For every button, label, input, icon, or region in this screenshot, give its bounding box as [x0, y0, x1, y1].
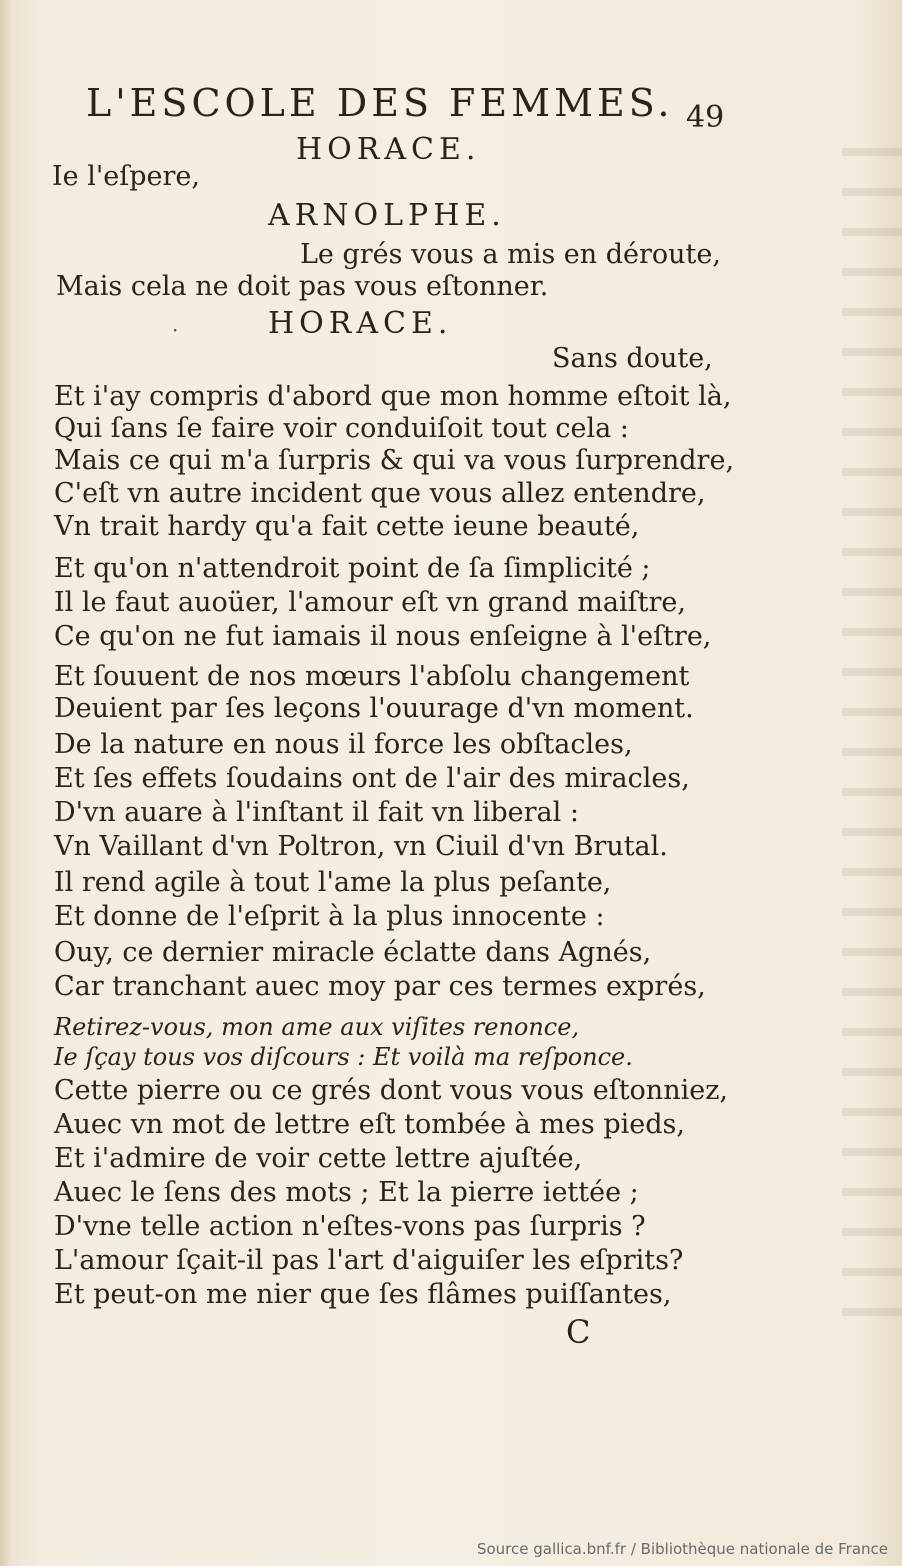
- verse-line: D'vne telle action n'eſtes-vons pas ſurpris ?: [54, 1211, 646, 1242]
- verse-line-italic: Ie ſçay tous vos diſcours : Et voilà ma reſponce.: [54, 1043, 633, 1071]
- verse-line: Ouy, ce dernier miracle éclatte dans Agnés,: [54, 937, 652, 968]
- verse-line-italic: Retirez-vous, mon ame aux viſites renonce,: [54, 1013, 580, 1041]
- verse-line: Deuient par ſes leçons l'ouurage d'vn moment.: [54, 693, 694, 724]
- verse-line: Et qu'on n'attendroit point de ſa ſimplicité ;: [54, 553, 651, 584]
- verse-line: Et i'ay compris d'abord que mon homme eſtoit là,: [54, 381, 732, 412]
- verse-line: Il rend agile à tout l'ame la plus peſante,: [54, 867, 612, 898]
- verse-line: Et donne de l'eſprit à la plus innocente :: [54, 901, 605, 932]
- page-number: 49: [686, 100, 725, 135]
- verse-line: Sans doute,: [552, 343, 713, 374]
- verse-line: Et peut-on me nier que ſes flâmes puiſſantes,: [54, 1279, 672, 1310]
- source-credit: Source gallica.bnf.fr / Bibliothèque nationale de France: [476, 1540, 888, 1558]
- verse-line: Il le faut auoüer, l'amour eſt vn grand maiſtre,: [54, 587, 686, 618]
- verse-line: Vn Vaillant d'vn Poltron, vn Ciuil d'vn Brutal.: [54, 831, 668, 862]
- verse-line: Et i'admire de voir cette lettre ajuſtée,: [54, 1143, 583, 1174]
- page-gutter: [0, 0, 14, 1566]
- show-through-text: [842, 120, 902, 1320]
- verse-line: Car tranchant auec moy par ces termes exprés,: [54, 971, 706, 1002]
- verse-line: Cette pierre ou ce grés dont vous vous eſtonniez,: [54, 1075, 728, 1106]
- speaker-arnolphe: ARNOLPHE.: [268, 198, 506, 233]
- verse-line: Auec vn mot de lettre eſt tombée à mes pieds,: [54, 1109, 685, 1140]
- verse-line: Vn trait hardy qu'a fait cette ieune beauté,: [54, 511, 640, 542]
- verse-line: Qui ſans ſe faire voir conduiſoit tout cela :: [54, 413, 629, 444]
- speaker-horace: HORACE.: [268, 306, 453, 341]
- verse-line: Le grés vous a mis en déroute,: [300, 239, 721, 270]
- verse-line: Auec le ſens des mots ; Et la pierre iettée ;: [54, 1177, 639, 1208]
- signature-mark: C: [566, 1313, 591, 1351]
- verse-line: Mais cela ne doit pas vous eſtonner.: [56, 271, 549, 302]
- ornament-dot: ·: [172, 318, 179, 342]
- verse-line: De la nature en nous il force les obſtacles,: [54, 729, 633, 760]
- verse-line: Mais ce qui m'a ſurpris & qui va vous ſurprendre,: [54, 445, 735, 476]
- verse-line: C'eſt vn autre incident que vous allez entendre,: [54, 478, 706, 509]
- verse-line: D'vn auare à l'inſtant il fait vn liberal :: [54, 797, 579, 828]
- verse-line: Ce qu'on ne fut iamais il nous enſeigne à l'eſtre,: [54, 621, 712, 652]
- verse-line: Et ſes effets ſoudains ont de l'air des miracles,: [54, 763, 690, 794]
- verse-line: L'amour ſçait-il pas l'art d'aiguiſer les eſprits?: [54, 1245, 684, 1276]
- verse-line: Et ſouuent de nos mœurs l'abſolu changement: [54, 661, 690, 692]
- speaker-horace: HORACE.: [296, 132, 481, 167]
- running-head: L'ESCOLE DES FEMMES.: [86, 81, 674, 125]
- verse-line: Ie l'eſpere,: [52, 161, 200, 192]
